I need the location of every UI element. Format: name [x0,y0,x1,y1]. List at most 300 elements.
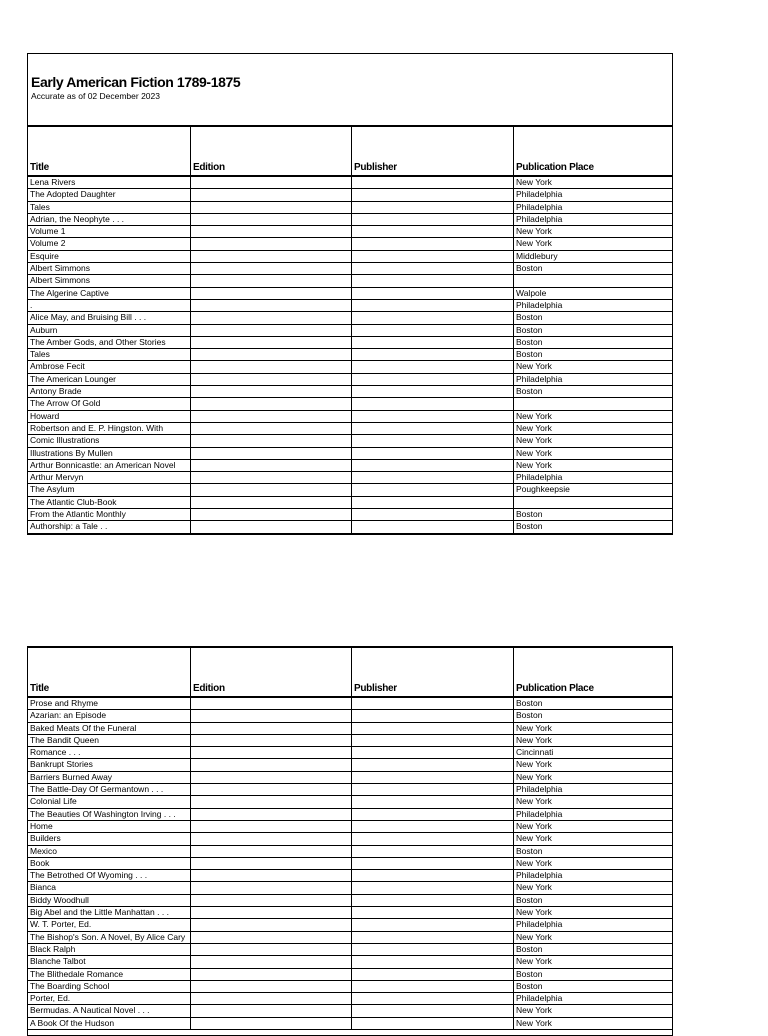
cell-publisher [351,361,513,372]
cell-edition [190,349,351,360]
cell-publisher [351,288,513,299]
cell-title: Tales [30,349,50,360]
table-row [28,448,672,460]
table-row [28,497,672,509]
cell-title: Auburn [30,324,58,335]
cell-edition [190,882,351,893]
cell-edition [190,238,351,249]
cell-edition [190,735,351,746]
cell-publication-place: Boston [513,846,674,857]
cell-publisher [351,735,513,746]
cell-edition [190,288,351,299]
cell-edition [190,484,351,495]
cell-publisher [351,497,513,508]
cell-edition [190,907,351,918]
cell-publication-place [513,275,674,286]
table-header [28,648,672,698]
table-row [28,919,672,931]
cell-publication-place: Middlebury [513,251,674,262]
cell-publication-place [513,398,674,409]
cell-publisher [351,263,513,274]
table-row [28,981,672,993]
cell-title: The Boarding School [30,980,110,991]
cell-edition [190,944,351,955]
cell-edition [190,723,351,734]
cell-publication-place: New York [513,735,674,746]
cell-publication-place: New York [513,956,674,967]
cell-edition [190,698,351,709]
cell-title: Ambrose Fecit [30,361,85,372]
table-row [28,723,672,735]
cell-publisher [351,214,513,225]
cell-publisher [351,747,513,758]
cell-title: The Bandit Queen [30,734,99,745]
cell-publisher [351,460,513,471]
cell-title: Blanche Talbot [30,956,86,967]
cell-edition [190,759,351,770]
cell-publication-place [513,497,674,508]
cell-publisher [351,337,513,348]
table-row [28,895,672,907]
cell-publication-place: Boston [513,981,674,992]
cell-publisher [351,858,513,869]
table-row [28,177,672,189]
cell-publisher [351,374,513,385]
cell-publisher [351,710,513,721]
cell-edition [190,895,351,906]
cell-title: Porter, Ed. [30,993,71,1004]
cell-title: Adrian, the Neophyte . . . [30,213,125,224]
cell-edition [190,386,351,397]
cell-publication-place: Philadelphia [513,809,674,820]
cell-edition [190,833,351,844]
table-row [28,386,672,398]
table-row [28,411,672,423]
cell-edition [190,784,351,795]
cell-publication-place: New York [513,723,674,734]
cell-edition [190,932,351,943]
cell-publication-place: New York [513,238,674,249]
cell-publication-place: New York [513,435,674,446]
cell-publisher [351,809,513,820]
cell-edition [190,374,351,385]
header-label-title: Title [30,162,49,173]
cell-publisher [351,932,513,943]
cell-title: Antony Brade [30,386,82,397]
cell-edition [190,497,351,508]
cell-title: From the Atlantic Monthly [30,509,126,520]
cell-title: Robertson and E. P. Hingston. With [30,422,164,433]
cell-publication-place: Boston [513,509,674,520]
cell-publisher [351,969,513,980]
header-label-title: Title [30,683,49,694]
cell-title: Arthur Mervyn [30,472,84,483]
cell-title: Mexico [30,845,57,856]
cell-edition [190,509,351,520]
cell-edition [190,460,351,471]
table-row [28,956,672,968]
cell-publisher [351,398,513,409]
cell-publication-place: New York [513,932,674,943]
table-row [28,882,672,894]
table-row [28,735,672,747]
cell-edition [190,300,351,311]
cell-publication-place: Boston [513,325,674,336]
cell-title: Bianca [30,882,56,893]
table-row [28,189,672,201]
cell-publisher [351,895,513,906]
cell-title: Black Ralph [30,943,76,954]
header-cell-edition [190,127,351,175]
header-cell-title [28,127,190,175]
cell-title: Arthur Bonnicastle: an American Novel [30,459,176,470]
cell-title: The Beauties Of Washington Irving . . . [30,808,176,819]
document-subtitle: Accurate as of 02 December 2023 [31,91,160,101]
cell-title: Biddy Woodhull [30,894,89,905]
cell-title: The Algerine Captive [30,287,109,298]
cell-edition [190,870,351,881]
cell-publisher [351,238,513,249]
fiction-table-2 [27,646,673,1036]
cell-edition [190,275,351,286]
cell-title: The Arrow Of Gold [30,398,101,409]
table-row [28,993,672,1005]
header-cell-place [513,648,674,696]
table-row [28,1005,672,1017]
cell-title: Alice May, and Bruising Bill . . . [30,312,147,323]
cell-publication-place: New York [513,833,674,844]
table-row [28,509,672,521]
cell-publication-place: Philadelphia [513,784,674,795]
cell-publication-place: New York [513,882,674,893]
cell-publisher [351,944,513,955]
cell-publisher [351,833,513,844]
cell-publisher [351,1005,513,1016]
cell-publication-place: Poughkeepsie [513,484,674,495]
cell-publication-place: Philadelphia [513,919,674,930]
table-row [28,312,672,324]
cell-publication-place: Boston [513,895,674,906]
cell-publisher [351,312,513,323]
cell-publisher [351,226,513,237]
table-row [28,858,672,870]
cell-publisher [351,509,513,520]
cell-title: Howard [30,410,60,421]
table-row [28,969,672,981]
table-row [28,809,672,821]
cell-publisher [351,325,513,336]
cell-publication-place: Philadelphia [513,870,674,881]
header-cell-title [28,648,190,696]
header-label-edition: Edition [193,162,225,173]
cell-publication-place: New York [513,858,674,869]
table-row [28,263,672,275]
table-row [28,325,672,337]
table-row [28,300,672,312]
cell-edition [190,710,351,721]
cell-title: Albert Simmons [30,263,90,274]
table-row [28,374,672,386]
cell-edition [190,521,351,532]
table-row [28,484,672,496]
table-row [28,821,672,833]
cell-publication-place: Boston [513,698,674,709]
cell-publication-place: New York [513,411,674,422]
table-row [28,435,672,447]
cell-title: Baked Meats Of the Funeral [30,722,137,733]
cell-edition [190,263,351,274]
cell-publication-place: Boston [513,312,674,323]
cell-edition [190,177,351,188]
table-row [28,398,672,410]
table-row [28,833,672,845]
cell-publication-place: New York [513,907,674,918]
cell-edition [190,312,351,323]
cell-title: Tales [30,201,50,212]
cell-publisher [351,386,513,397]
cell-edition [190,809,351,820]
cell-title: Esquire [30,250,59,261]
table-body [28,698,672,1030]
cell-edition [190,956,351,967]
cell-publication-place: Boston [513,521,674,532]
table-row [28,202,672,214]
cell-publisher [351,423,513,434]
cell-publisher [351,796,513,807]
cell-title: Book [30,857,50,868]
header-label-place: Publication Place [516,683,594,694]
table-row [28,288,672,300]
table-row [28,214,672,226]
cell-publisher [351,275,513,286]
cell-edition [190,969,351,980]
cell-edition [190,325,351,336]
cell-publisher [351,870,513,881]
cell-title: Comic Illustrations [30,435,100,446]
cell-publisher [351,521,513,532]
cell-publication-place: Boston [513,263,674,274]
cell-publication-place: Philadelphia [513,202,674,213]
table-row [28,772,672,784]
cell-edition [190,821,351,832]
cell-edition [190,411,351,422]
cell-title: Barriers Burned Away [30,771,113,782]
document-title: Early American Fiction 1789-1875 [31,74,241,90]
cell-title: The Betrothed Of Wyoming . . . [30,870,148,881]
cell-title: W. T. Porter, Ed. [30,919,92,930]
header-label-publisher: Publisher [354,683,397,694]
table-row [28,846,672,858]
cell-publisher [351,472,513,483]
cell-title: Azarian: an Episode [30,710,107,721]
table-row [28,784,672,796]
cell-edition [190,435,351,446]
cell-publisher [351,435,513,446]
table-row [28,226,672,238]
table-row [28,472,672,484]
cell-publication-place: Philadelphia [513,374,674,385]
table-row [28,710,672,722]
cell-title: The Bishop's Son. A Novel, By Alice Cary [30,931,186,942]
cell-publisher [351,919,513,930]
cell-publication-place: New York [513,821,674,832]
cell-publisher [351,723,513,734]
cell-title: Prose and Rhyme [30,698,99,708]
cell-title: Volume 1 [30,226,66,237]
cell-publication-place: New York [513,448,674,459]
document-header [27,53,673,127]
cell-edition [190,361,351,372]
cell-title: Romance . . . [30,747,81,758]
cell-edition [190,1018,351,1029]
cell-publisher [351,981,513,992]
table-header [28,127,672,177]
table-body [28,177,672,534]
cell-publisher [351,846,513,857]
cell-publication-place: Boston [513,337,674,348]
table-row [28,698,672,710]
cell-publication-place: Boston [513,386,674,397]
cell-publication-place: New York [513,1018,674,1029]
cell-publication-place: New York [513,423,674,434]
cell-edition [190,337,351,348]
cell-publisher [351,177,513,188]
cell-title: A Book Of the Hudson [30,1017,115,1028]
cell-publication-place: New York [513,177,674,188]
cell-publication-place: Philadelphia [513,189,674,200]
cell-publisher [351,411,513,422]
table-row [28,759,672,771]
header-cell-edition [190,648,351,696]
table-row [28,423,672,435]
cell-title: . [30,299,33,310]
cell-publisher [351,956,513,967]
cell-title: The Asylum [30,484,75,495]
cell-publisher [351,772,513,783]
cell-edition [190,448,351,459]
cell-publication-place: Walpole [513,288,674,299]
table-row [28,907,672,919]
table-row [28,932,672,944]
cell-publication-place: New York [513,759,674,770]
table-row [28,349,672,361]
cell-title: Big Abel and the Little Manhattan . . . [30,907,169,918]
cell-title: The Battle-Day Of Germantown . . . [30,784,164,795]
cell-publisher [351,907,513,918]
header-label-place: Publication Place [516,162,594,173]
cell-publication-place: Boston [513,969,674,980]
cell-publication-place: New York [513,460,674,471]
cell-publication-place: Philadelphia [513,300,674,311]
table-row [28,796,672,808]
cell-publication-place: New York [513,772,674,783]
cell-publication-place: Cincinnati [513,747,674,758]
cell-edition [190,747,351,758]
cell-publication-place: Philadelphia [513,993,674,1004]
cell-title: Builders [30,833,61,844]
cell-edition [190,214,351,225]
cell-publisher [351,882,513,893]
header-cell-publisher [351,127,513,175]
cell-publisher [351,993,513,1004]
cell-title: The Adopted Daughter [30,189,116,200]
cell-title: Home [30,820,53,831]
table-row [28,944,672,956]
cell-publication-place: Philadelphia [513,472,674,483]
cell-publisher [351,821,513,832]
cell-title: The Amber Gods, and Other Stories [30,336,166,347]
cell-publication-place: Boston [513,944,674,955]
table-row [28,870,672,882]
cell-edition [190,993,351,1004]
cell-title: Bankrupt Stories [30,759,93,770]
table-row [28,275,672,287]
cell-publisher [351,189,513,200]
cell-edition [190,796,351,807]
header-label-publisher: Publisher [354,162,397,173]
cell-title: Lena Rivers [30,177,76,187]
fiction-table-1 [27,125,673,535]
cell-title: Bermudas. A Nautical Novel . . . [30,1005,150,1016]
cell-title: Illustrations By Mullen [30,447,113,458]
cell-publisher [351,349,513,360]
cell-publication-place: Boston [513,349,674,360]
cell-edition [190,981,351,992]
cell-edition [190,423,351,434]
cell-edition [190,472,351,483]
cell-edition [190,202,351,213]
cell-publication-place: New York [513,226,674,237]
header-cell-place [513,127,674,175]
cell-edition [190,772,351,783]
header-cell-publisher [351,648,513,696]
cell-publication-place: New York [513,796,674,807]
cell-publication-place: New York [513,361,674,372]
table-row [28,361,672,373]
cell-edition [190,846,351,857]
cell-publisher [351,698,513,709]
cell-publisher [351,300,513,311]
cell-title: Volume 2 [30,238,66,249]
cell-edition [190,189,351,200]
cell-title: The Atlantic Club-Book [30,496,117,507]
cell-publisher [351,202,513,213]
cell-title: Albert Simmons [30,275,90,286]
table-row [28,747,672,759]
cell-publication-place: New York [513,1005,674,1016]
header-label-edition: Edition [193,683,225,694]
cell-edition [190,919,351,930]
cell-edition [190,1005,351,1016]
cell-publisher [351,1018,513,1029]
cell-edition [190,398,351,409]
table-row [28,337,672,349]
cell-publisher [351,759,513,770]
cell-title: Colonial Life [30,796,77,807]
cell-publication-place: Boston [513,710,674,721]
cell-edition [190,226,351,237]
cell-publisher [351,251,513,262]
table-row [28,521,672,533]
table-row [28,460,672,472]
cell-publisher [351,448,513,459]
cell-publisher [351,484,513,495]
cell-edition [190,858,351,869]
cell-publication-place: Philadelphia [513,214,674,225]
cell-title: The American Lounger [30,373,116,384]
cell-title: Authorship: a Tale . . [30,521,108,532]
cell-publisher [351,784,513,795]
